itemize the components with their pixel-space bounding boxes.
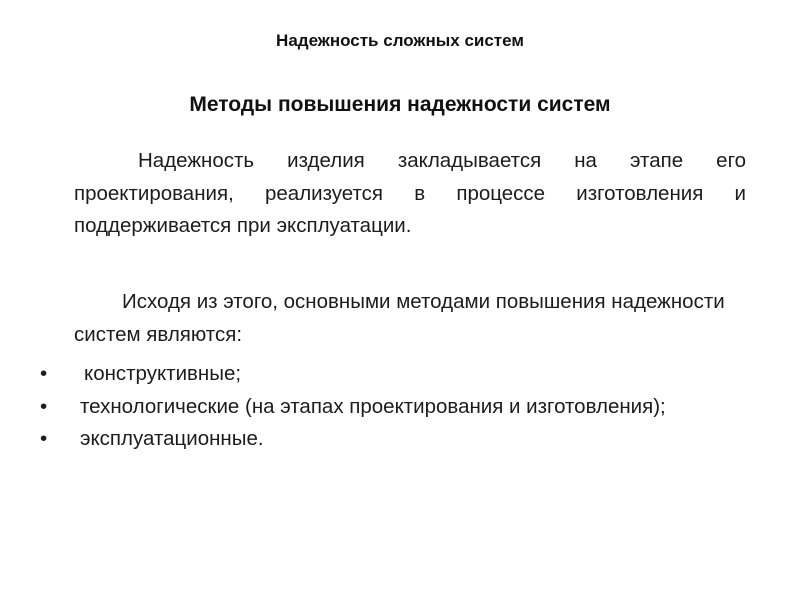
slide-title: Методы повышения надежности систем xyxy=(189,93,611,116)
list-item xyxy=(40,423,750,456)
bullet-icon: • xyxy=(40,362,48,385)
intro-paragraph: Надежность изделия закладывается на этапе его проектирования, реализуется в процессе изготовления и поддерживается при эксплуатации. xyxy=(74,149,746,237)
methods-list xyxy=(40,358,750,456)
list-item-text: технологические (на этапах проектирования и изготовления); xyxy=(80,394,666,418)
methods-intro-paragraph: Исходя из этого, основными методами повышения надежности систем являются: xyxy=(74,290,725,346)
list-item-text: эксплуатационные. xyxy=(80,427,264,450)
bullet-icon: • xyxy=(40,427,48,450)
list-item xyxy=(40,391,750,424)
list-item xyxy=(40,358,750,391)
list-item-text: конструктивные; xyxy=(84,362,242,385)
header-title: Надежность сложных систем xyxy=(276,31,524,50)
bullet-icon: • xyxy=(40,394,48,418)
